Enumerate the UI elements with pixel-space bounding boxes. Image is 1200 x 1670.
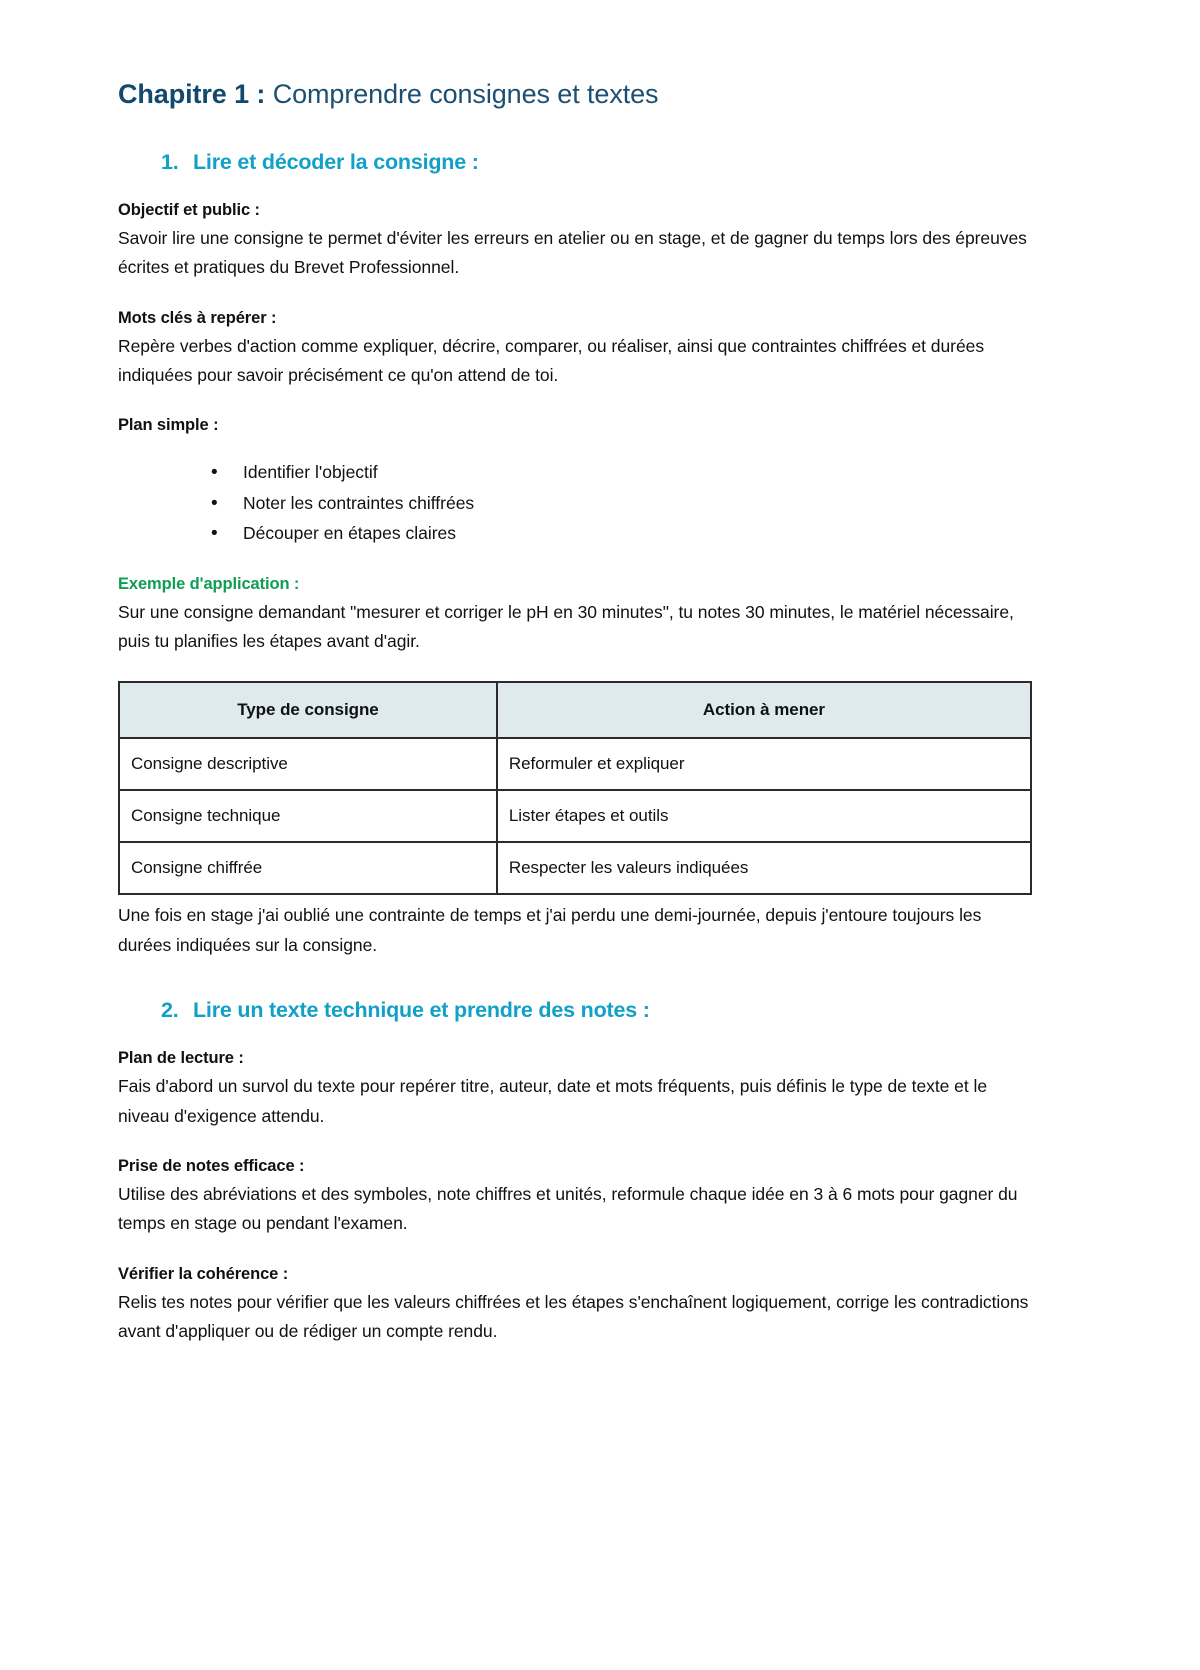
list-item: • Noter les contraintes chiffrées — [118, 488, 1032, 518]
table-cell-type: Consigne chiffrée — [119, 842, 497, 894]
paragraph-verifier: Relis tes notes pour vérifier que les valeurs chiffrées et les étapes s'enchaînent logiquement, corrige les contradictions avant d'appliquer ou de rédiger un compte rendu. — [118, 1291, 1029, 1342]
paragraph-prise-notes: Utilise des abréviations et des symboles, note chiffres et unités, reformule chaque idée en 3 à 6 mots pour gagner du temps en stage ou pendant l'examen. — [118, 1183, 1018, 1234]
block-prise-notes — [118, 1157, 1032, 1239]
table-row — [119, 790, 1031, 842]
table-cell-type: Consigne technique — [119, 790, 497, 842]
paragraph-exemple: Sur une consigne demandant "mesurer et corriger le pH en 30 minutes", tu notes 30 minutes, le matériel nécessaire, puis tu planifies les étapes avant d'agir. — [118, 601, 1014, 652]
block-verifier — [118, 1265, 1032, 1347]
subheading-plan-lecture: Plan de lecture : — [118, 1049, 244, 1068]
page-title — [118, 78, 1032, 112]
table-header-cell: Type de consigne — [119, 682, 497, 738]
table-cell-action: Reformuler et expliquer — [497, 738, 1031, 790]
block-exemple — [118, 575, 1032, 657]
subheading-prise-notes: Prise de notes efficace : — [118, 1156, 305, 1175]
subheading-exemple: Exemple d'application : — [118, 574, 300, 593]
section-label-1: Lire et décoder la consigne : — [193, 149, 479, 174]
section-heading-2 — [118, 998, 1032, 1023]
block-mots-cles — [118, 309, 1032, 391]
table-row — [119, 738, 1031, 790]
table-body — [119, 738, 1031, 894]
table-header-cell: Action à mener — [497, 682, 1031, 738]
table-cell-action: Lister étapes et outils — [497, 790, 1031, 842]
paragraph-objectif: Savoir lire une consigne te permet d'éviter les erreurs en atelier ou en stage, et de gagner du temps lors des épreuves écrites et pratiques du Brevet Professionnel. — [118, 227, 1027, 278]
subheading-verifier: Vérifier la cohérence : — [118, 1264, 289, 1283]
table-header-row — [119, 682, 1031, 738]
section-label-2: Lire un texte technique et prendre des notes : — [193, 998, 650, 1023]
section-number-2: 2. — [161, 998, 179, 1023]
block-objectif — [118, 201, 1032, 283]
section-heading-1 — [118, 150, 1032, 175]
plan-simple-list — [118, 457, 1032, 548]
subheading-plan-simple: Plan simple : — [118, 416, 219, 435]
subheading-objectif: Objectif et public : — [118, 200, 260, 219]
table-head — [119, 682, 1031, 738]
block-plan-lecture — [118, 1049, 1032, 1131]
block-plan-simple — [118, 416, 1032, 548]
paragraph-mots-cles: Repère verbes d'action comme expliquer, décrire, comparer, ou réaliser, ainsi que contraintes chiffrées et durées indiquées pour savoir précisément ce qu'on attend de toi. — [118, 335, 985, 385]
table-cell-type: Consigne descriptive — [119, 738, 497, 790]
page-title-rest: Comprendre consignes et textes — [265, 79, 659, 109]
list-item: • Découper en étapes claires — [118, 518, 1032, 548]
paragraph-plan-lecture: Fais d'abord un survol du texte pour repérer titre, auteur, date et mots fréquents, puis définis le type de texte et le niveau d'exigence attendu. — [118, 1076, 988, 1126]
table-cell-action: Respecter les valeurs indiquées — [497, 842, 1031, 894]
consigne-table — [118, 681, 1032, 895]
table-row — [119, 842, 1031, 894]
paragraph-after-table: Une fois en stage j'ai oublié une contrainte de temps et j'ai perdu une demi-journée, depuis j'entoure toujours les durées indiquées sur la consigne. — [118, 905, 982, 955]
subheading-mots-cles: Mots clés à repérer : — [118, 308, 277, 327]
section-number-1: 1. — [161, 149, 179, 174]
list-item: • Identifier l'objectif — [118, 457, 1032, 487]
page-title-prefix: Chapitre 1 : — [118, 79, 266, 109]
